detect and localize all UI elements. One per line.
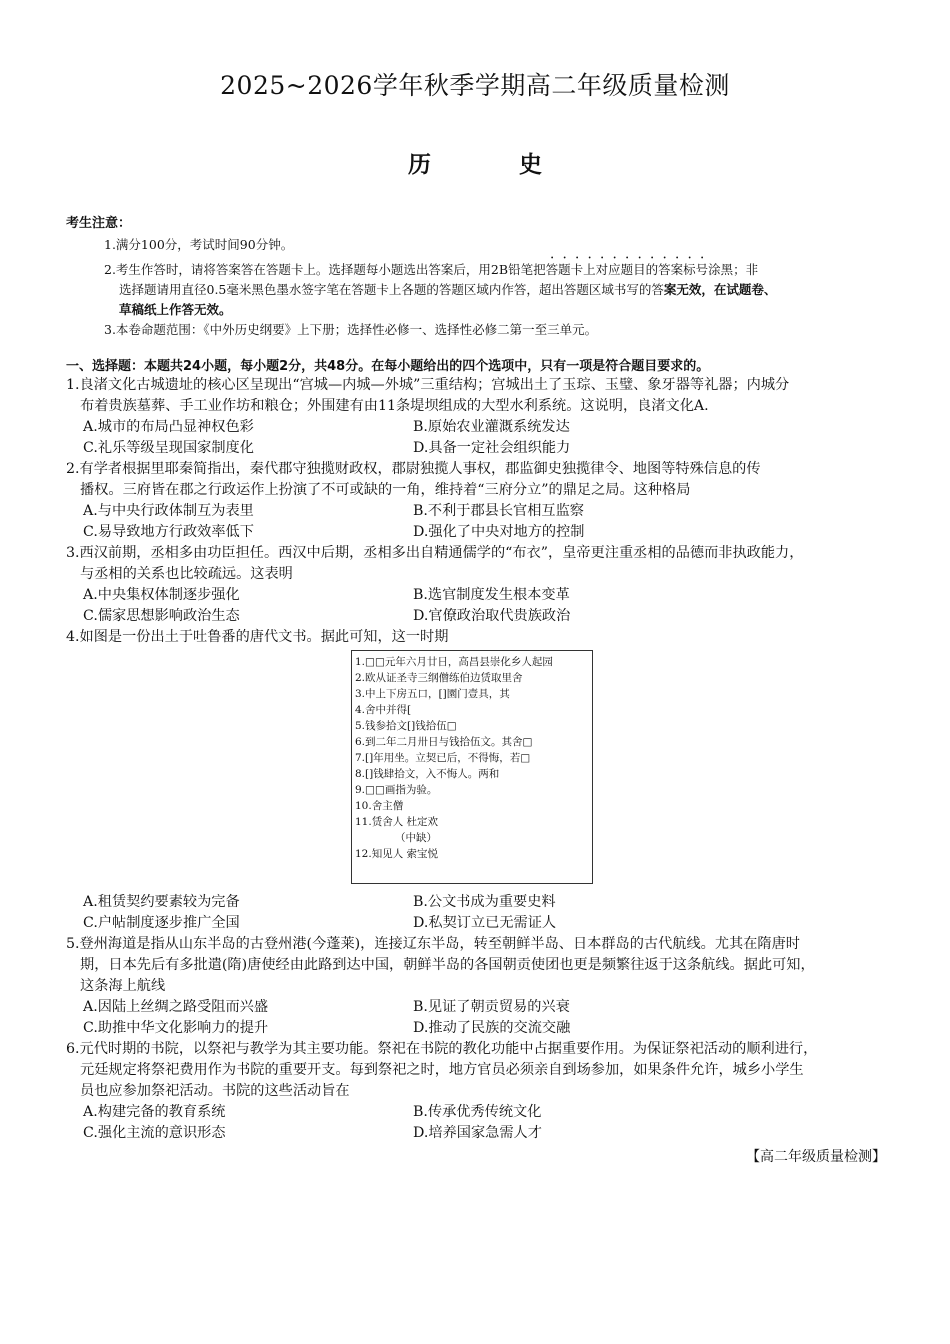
notice-item-2 xyxy=(66,255,886,320)
doc-line: 7.[]年用坐。立契已后，不得悔，若□ xyxy=(355,752,531,764)
question-4-option-a: A.租赁契约要素较为完备 xyxy=(83,894,240,910)
question-list xyxy=(66,375,884,1144)
question-6-line3: 员也应参加祭祀活动。书院的这些活动旨在 xyxy=(80,1083,350,1099)
notice-heading: 考生注意： xyxy=(66,216,132,231)
question-4-option-c: C.户帖制度逐步推广全国 xyxy=(83,915,240,931)
question-2-option-b: B.不利于郡县长官相互监察 xyxy=(413,503,584,519)
question-5-line3: 这条海上航线 xyxy=(80,978,166,994)
question-3-line2: 与丞相的关系也比较疏远。这表明 xyxy=(80,566,293,582)
question-5-option-a: A.因陆上丝绸之路受阻而兴盛 xyxy=(83,999,269,1015)
doc-line: 10.舍主僧 xyxy=(355,800,404,812)
doc-line-gap: （中缺） xyxy=(395,832,437,844)
doc-line: 11.赁舍人 杜定欢 xyxy=(355,816,439,828)
tang-document-figure xyxy=(351,650,593,884)
question-6-option-c: C.强化主流的意识形态 xyxy=(83,1125,226,1141)
exam-title: 2025~2026学年秋季学期高二年级质量检测 xyxy=(220,71,730,100)
question-1-line2: 布着贵族墓葬、手工业作坊和粮仓；外围建有由11条堤坝组成的大型水利系统。这说明，良渚文化A. xyxy=(80,398,709,414)
doc-line: 4.舍中并得[ xyxy=(355,704,412,716)
question-1-option-a: A.城市的布局凸显神权色彩 xyxy=(83,419,254,435)
question-3-line1: 3.西汉前期，丞相多由功臣担任。西汉中后期，丞相多出自精通儒学的“布衣”，皇帝更注重丞相的品德而非执政能力， xyxy=(66,545,804,561)
page-footer: 【高二年级质量检测】 xyxy=(746,1149,886,1165)
doc-line: 2.欧从证圣寺三纲僧练伯边赁取里舍 xyxy=(355,672,523,684)
notice-item-2-d: 案无效，在试题卷、 xyxy=(663,282,777,297)
question-6 xyxy=(66,1039,884,1144)
question-4 xyxy=(66,627,884,934)
doc-line: 12.知见人 索宝悦 xyxy=(355,848,439,860)
question-5 xyxy=(66,934,884,1039)
question-6-line1: 6.元代时期的书院，以祭祀与教学为其主要功能。祭祀在书院的教化功能中占据重要作用。为保证祭祀活动的顺利进行， xyxy=(66,1041,818,1057)
question-2-line1: 2.有学者根据里耶秦简指出，秦代郡守独揽财政权，郡尉独揽人事权，郡监御史独揽律令、地图等特殊信息的传 xyxy=(66,461,761,477)
doc-line: 3.中上下房五口，[]園门壹具，其 xyxy=(355,688,510,700)
doc-line: 9.□□画指为验。 xyxy=(355,784,438,796)
question-4-option-b: B.公文书成为重要史料 xyxy=(413,894,556,910)
question-1-option-d: D.具备一定社会组织能力 xyxy=(413,440,571,456)
notice-item-3: 3.本卷命题范围：《中外历史纲要》上下册；选择性必修一、选择性必修二第一至三单元。 xyxy=(104,322,598,337)
question-5-option-d: D.推动了民族的交流交融 xyxy=(413,1020,571,1036)
question-6-line2: 元廷规定将祭祀费用作为书院的重要开支。每到祭祀之时，地方官员必须亲自到场参加，如果条件允许，城乡小学生 xyxy=(80,1062,804,1078)
question-6-option-a: A.构建完备的教育系统 xyxy=(83,1104,226,1120)
doc-line: 6.到二年二月卅日与钱拾伍文。其舍□ xyxy=(355,736,533,748)
notice-item-2-e: 草稿纸上作答无效。 xyxy=(119,302,232,317)
subject-char-1: 历 xyxy=(408,152,431,178)
question-1 xyxy=(66,375,884,459)
question-2-option-d: D.强化了中央对地方的控制 xyxy=(413,524,585,540)
doc-line: 5.钱参拾文[]钱拾伍□ xyxy=(355,720,457,732)
doc-line: 1.□□元年六月廿日，高昌县崇化乡人起园 xyxy=(355,656,553,668)
question-2 xyxy=(66,459,884,543)
question-2-option-c: C.易导致地方行政效率低下 xyxy=(83,524,254,540)
question-5-option-b: B.见证了朝贡贸易的兴衰 xyxy=(413,999,570,1015)
doc-line: 8.[]钱肆拾文，入不悔人。两和 xyxy=(355,768,500,780)
question-3-option-c: C.儒家思想影响政治生态 xyxy=(83,608,240,624)
notice-item-2-a: 2.考生作答时，请将答案答在答题卡上。选择题每小题选出答案后，用2B铅笔把 xyxy=(104,262,546,277)
question-1-line1: 1.良渚文化古城遗址的核心区呈现出“宫城—内城—外城”三重结构；宫城出土了玉琮、玉璧、象牙器等礼器；内城分 xyxy=(66,377,790,393)
question-6-option-b: B.传承优秀传统文化 xyxy=(413,1104,542,1120)
notice-item-1: 1.满分100分，考试时间90分钟。 xyxy=(104,237,294,252)
notice-item-2-b: 涂黑；非 xyxy=(708,262,759,277)
notice-item-2-emphasis: 答题卡上对应题目的答案标号 xyxy=(545,262,709,277)
question-1-option-b: B.原始农业灌溉系统发达 xyxy=(413,419,570,435)
notice-item-2-c: 选择题请用直径0.5毫米黑色墨水签字笔在答题卡上各题的答题区域内作答， xyxy=(119,282,539,297)
subject-title xyxy=(0,146,950,179)
question-6-option-d: D.培养国家急需人才 xyxy=(413,1125,542,1141)
question-2-option-a: A.与中央行政体制互为表里 xyxy=(83,503,254,519)
question-3-option-d: D.官僚政治取代贵族政治 xyxy=(413,608,571,624)
question-5-option-c: C.助推中华文化影响力的提升 xyxy=(83,1020,269,1036)
question-2-line2: 播权。三府皆在郡之行政运作上扮演了不可或缺的一角，维持着“三府分立”的鼎足之局。这种格局 xyxy=(80,482,691,498)
subject-char-2: 史 xyxy=(519,152,542,178)
question-4-line1: 4.如图是一份出土于吐鲁番的唐代文书。据此可知，这一时期 xyxy=(66,629,449,645)
question-3-option-a: A.中央集权体制逐步强化 xyxy=(83,587,240,603)
notice-block xyxy=(66,212,886,340)
section-heading: 一、选择题：本题共24小题，每小题2分，共48分。在每小题给出的四个选项中，只有一项是符合题目要求的。 xyxy=(66,359,710,374)
question-5-line1: 5.登州海道是指从山东半岛的古登州港(今蓬莱)，连接辽东半岛，转至朝鲜半岛、日本群岛的古代航线。尤其在隋唐时 xyxy=(66,936,800,952)
question-4-option-d: D.私契订立已无需证人 xyxy=(413,915,557,931)
notice-item-2-emphasis-2: 超出答题区域书写的答 xyxy=(538,282,664,297)
question-3 xyxy=(66,543,884,627)
question-3-option-b: B.选官制度发生根本变革 xyxy=(413,587,570,603)
question-5-line2: 期，日本先后有多批遣(隋)唐使经由此路到达中国，朝鲜半岛的各国朝贡使团也更是频繁往返于这条航线。据此可知， xyxy=(80,957,815,973)
question-1-option-c: C.礼乐等级呈现国家制度化 xyxy=(83,440,254,456)
